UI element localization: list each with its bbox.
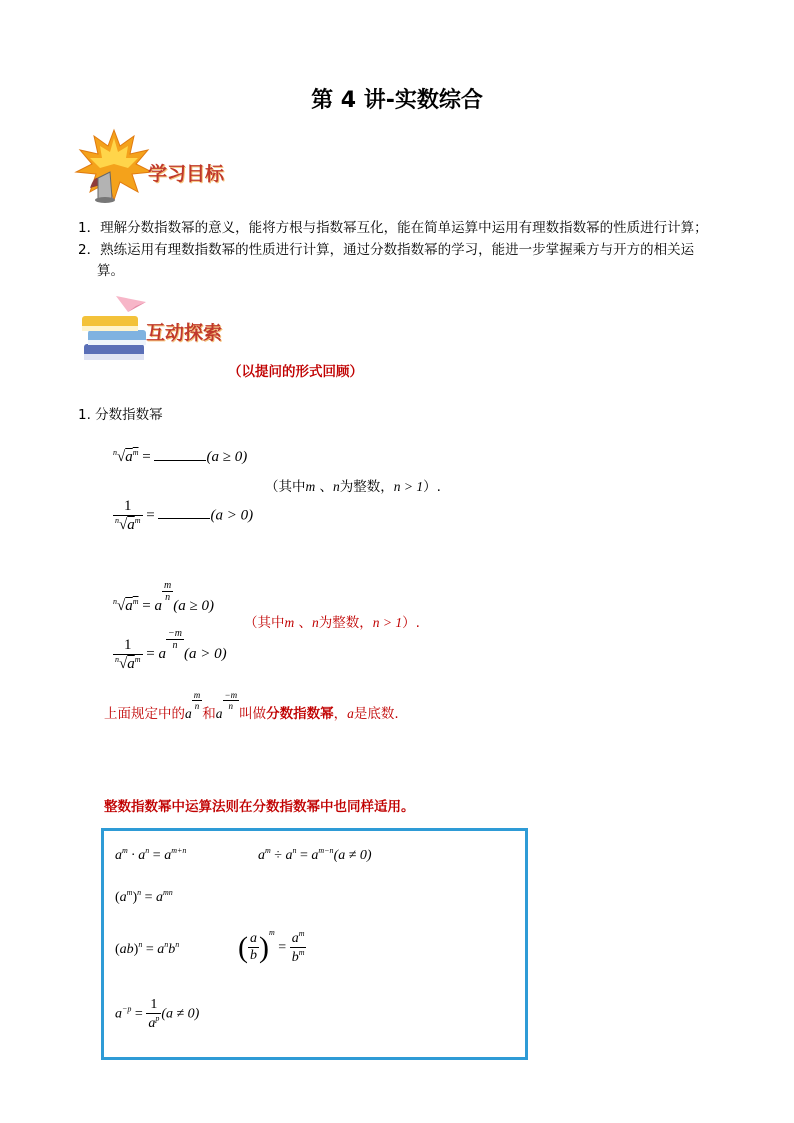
rule-note: 整数指数幂中运算法则在分数指数幂中也同样适用。 <box>104 799 415 815</box>
goals-section-label: 学习目标 <box>148 163 225 185</box>
goals-section-header <box>74 128 244 208</box>
rule-negative-exponent: $a^{-p}$ = $\frac{1}{a^p}$ (a ≠ 0) <box>115 997 200 1031</box>
rule-product: $a^m \cdot a^n = a^{m+n}$ <box>115 846 187 863</box>
explore-section-label: 互动探索 <box>146 322 223 344</box>
blank-formula-2: $\frac{1}{^n√a^m}$ = (a > 0) <box>115 498 254 533</box>
rule-quotient: $a^m \div a^n = a^{m-n}(a \ne 0)$ <box>258 846 372 863</box>
definition-caption: 上面规定中的a $\frac{m}{n}$ 和a $\frac{-m}{n}$ 叫做分数指数幂，a是底数. <box>104 690 399 722</box>
rule-power: $(a^m)^n = a^{mn}$ <box>115 888 173 905</box>
goal-item-2-continued: 算。 <box>97 263 124 279</box>
goal-item-1 <box>78 218 758 239</box>
answer-blank[interactable] <box>154 446 206 461</box>
goal-number: 2． <box>78 242 101 258</box>
answer-formula-1: $^n√a^m = a$ $\frac{m}{n}$ (a ≥ 0) <box>113 580 214 614</box>
goal-text: 理解分数指数幂的意义，能将方根与指数幂互化，能在简单运算中运用有理数指数幂的性质进行计算； <box>100 220 708 236</box>
answer-formula-2: $\frac{1}{^n√a^m}$ = a $\frac{-m}{n}$ (a > 0) <box>115 628 227 672</box>
blank-note: （其中m 、n为整数，n > 1）. <box>265 479 441 495</box>
answer-note: （其中m 、n为整数，n > 1）. <box>244 615 420 631</box>
goal-text: 熟练运用有理数指数幂的性质进行计算，通过分数指数幂的学习，能进一步掌握乘方与开方的相关运 <box>100 242 695 258</box>
rule-product-power: $(ab)^n = a^nb^n$ <box>115 940 180 957</box>
goal-item-2 <box>78 240 758 261</box>
rule-quotient-power: ( $\frac{a}{b}$ )$^m$ = $\frac{a^m}{b^m}$ <box>238 928 305 966</box>
maple-leaf-bell-icon <box>74 128 154 208</box>
blank-formula-1: $^n√a^m = (a \ge 0)$ <box>113 448 248 465</box>
page-title: 第 4 讲-实数综合 <box>311 88 483 113</box>
goal-number: 1． <box>78 220 101 236</box>
explore-note: （以提问的形式回顾） <box>228 364 363 380</box>
books-stack-icon <box>76 292 156 372</box>
answer-blank[interactable] <box>158 504 210 519</box>
topic-heading: 1. 分数指数幂 <box>78 407 163 423</box>
